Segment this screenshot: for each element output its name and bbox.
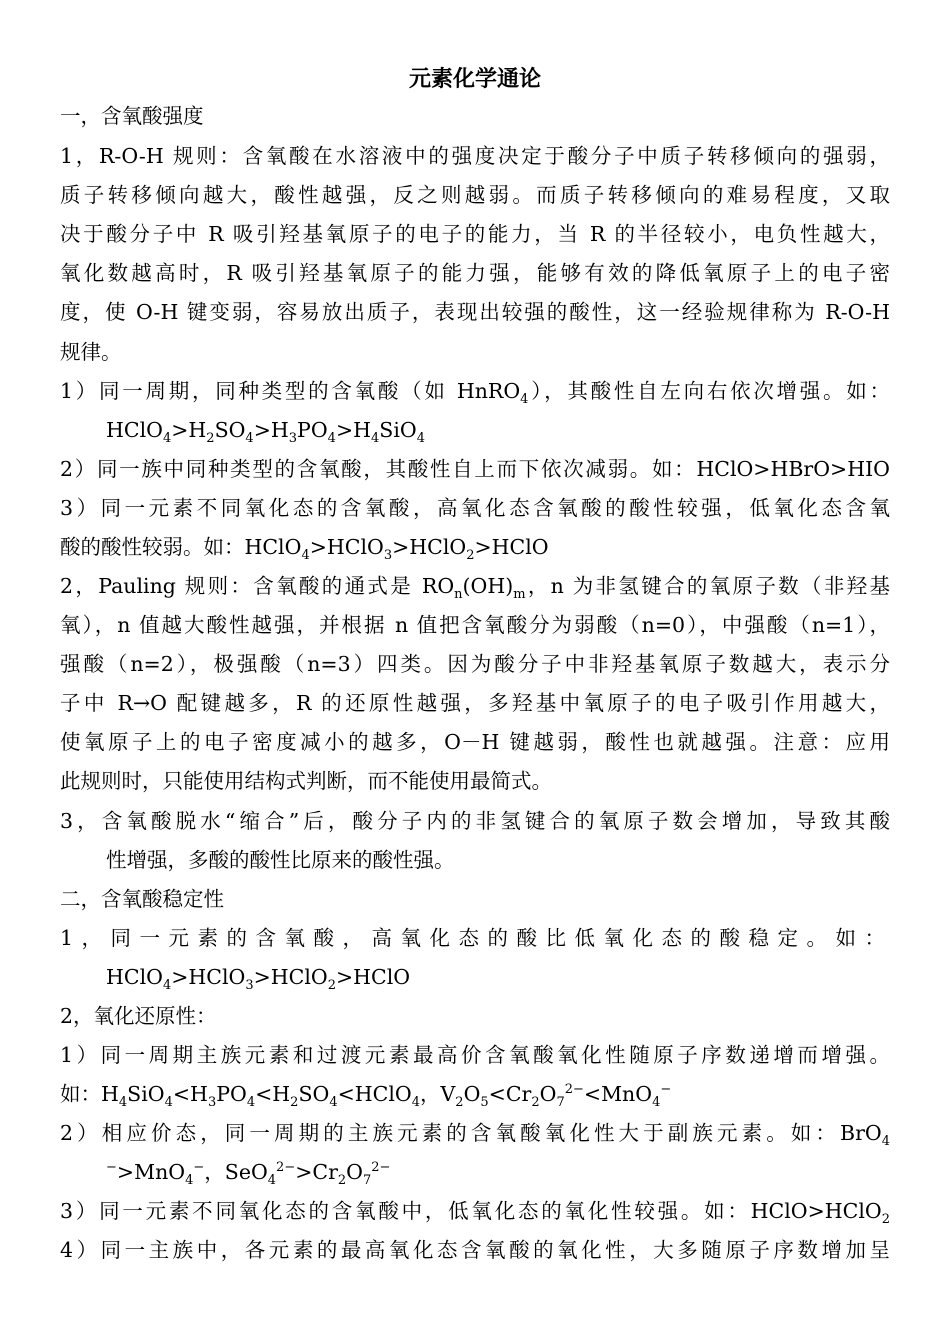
paragraph-line: 酸的酸性较弱。如：HClO$_4$>HClO$_3$>HClO$_2$>HClO [60, 535, 549, 564]
section-heading: 一，含氧酸强度 [60, 104, 204, 128]
formula-line: −>MnO$_4$−，$SeO_4^{2-}>Cr_2O_7^{2-}$ [106, 1160, 391, 1189]
paragraph-line: 3）同一元素不同氧化态的含氧酸，高氧化态含氧酸的酸性较强，低氧化态含氧 [60, 496, 890, 520]
paragraph-line: 氧化数越高时，R 吸引羟基氧原子的能力强，能够有效的降低氧原子上的电子密 [60, 261, 890, 285]
page-title: 元素化学通论 [408, 66, 541, 92]
paragraph-line: 2，Pauling 规则：含氧酸的通式是 $RO_n(OH)_m$，n 为非氢键合的氧原子数（非羟基 [60, 574, 890, 603]
paragraph-line: 1，同一元素的含氧酸，高氧化态的酸比低氧化态的酸稳定。如： [60, 926, 894, 950]
paragraph-line: 规律。 [60, 340, 122, 364]
paragraph-line: 性增强，多酸的酸性比原来的酸性强。 [106, 848, 455, 872]
paragraph-line: 氧），n 值越大酸性越强，并根据 n 值把含氧酸分为弱酸（n=0），中强酸（n=1）， [60, 613, 890, 637]
paragraph-line: 子中 R→O 配键越多，R 的还原性越强，多羟基中氧原子的电子吸引作用越大， [60, 691, 890, 715]
paragraph-line: 4）同一主族中，各元素的最高氧化态含氧酸的氧化性，大多随原子序数增加呈 [60, 1238, 890, 1262]
formula-line: $HClO_4>H_2SO_4>H_3PO_4>H_4SiO_4$ [106, 418, 425, 447]
formula-line: HClO$_4$>HClO$_3$>HClO$_2$>HClO [106, 965, 411, 994]
formula-line: 如：$H_4SiO_4<H_3PO_4<H_2SO_4<HClO_4$，$V_2O_5<Cr_2O_7^{2-}<MnO_4^-$ [60, 1082, 672, 1111]
paragraph-line: 决于酸分子中 R 吸引羟基氧原子的电子的能力，当 R 的半径较小，电负性越大， [60, 222, 890, 246]
paragraph-line: 3，含氧酸脱水“缩合”后，酸分子内的非氢键合的氧原子数会增加，导致其酸 [60, 809, 890, 833]
paragraph-line: 2）相应价态，同一周期的主族元素的含氧酸氧化性大于副族元素。如：BrO$_4$ [60, 1121, 890, 1150]
paragraph-line: 强酸（n=2），极强酸（n=3）四类。因为酸分子中非羟基氧原子数越大，表示分 [60, 652, 890, 676]
paragraph-line: 此规则时，只能使用结构式判断，而不能使用最简式。 [60, 769, 552, 793]
paragraph-line: 1）同一周期，同种类型的含氧酸（如 HnRO$_4$），其酸性自左向右依次增强。如： [60, 379, 891, 408]
paragraph-line: 2，氧化还原性： [60, 1004, 217, 1028]
paragraph-line: 3）同一元素不同氧化态的含氧酸中，低氧化态的氧化性较强。如：HClO>HClO$_2$ [60, 1199, 890, 1228]
section-heading: 二，含氧酸稳定性 [60, 887, 224, 911]
paragraph-line: 质子转移倾向越大，酸性越强，反之则越弱。而质子转移倾向的难易程度，又取 [60, 183, 890, 207]
paragraph-line: 1）同一周期主族元素和过渡元素最高价含氧酸氧化性随原子序数递增而增强。 [60, 1043, 890, 1067]
paragraph-line: 1，R-O-H 规则：含氧酸在水溶液中的强度决定于酸分子中质子转移倾向的强弱， [60, 144, 890, 168]
paragraph-line: 使氧原子上的电子密度减小的越多，O－H 键越弱，酸性也就越强。注意：应用 [60, 730, 890, 754]
paragraph-line: 2）同一族中同种类型的含氧酸，其酸性自上而下依次减弱。如：HClO>HBrO>HIO [60, 457, 890, 481]
paragraph-line: 度，使 O-H 键变弱，容易放出质子，表现出较强的酸性，这一经验规律称为 R-O-H [60, 300, 890, 324]
